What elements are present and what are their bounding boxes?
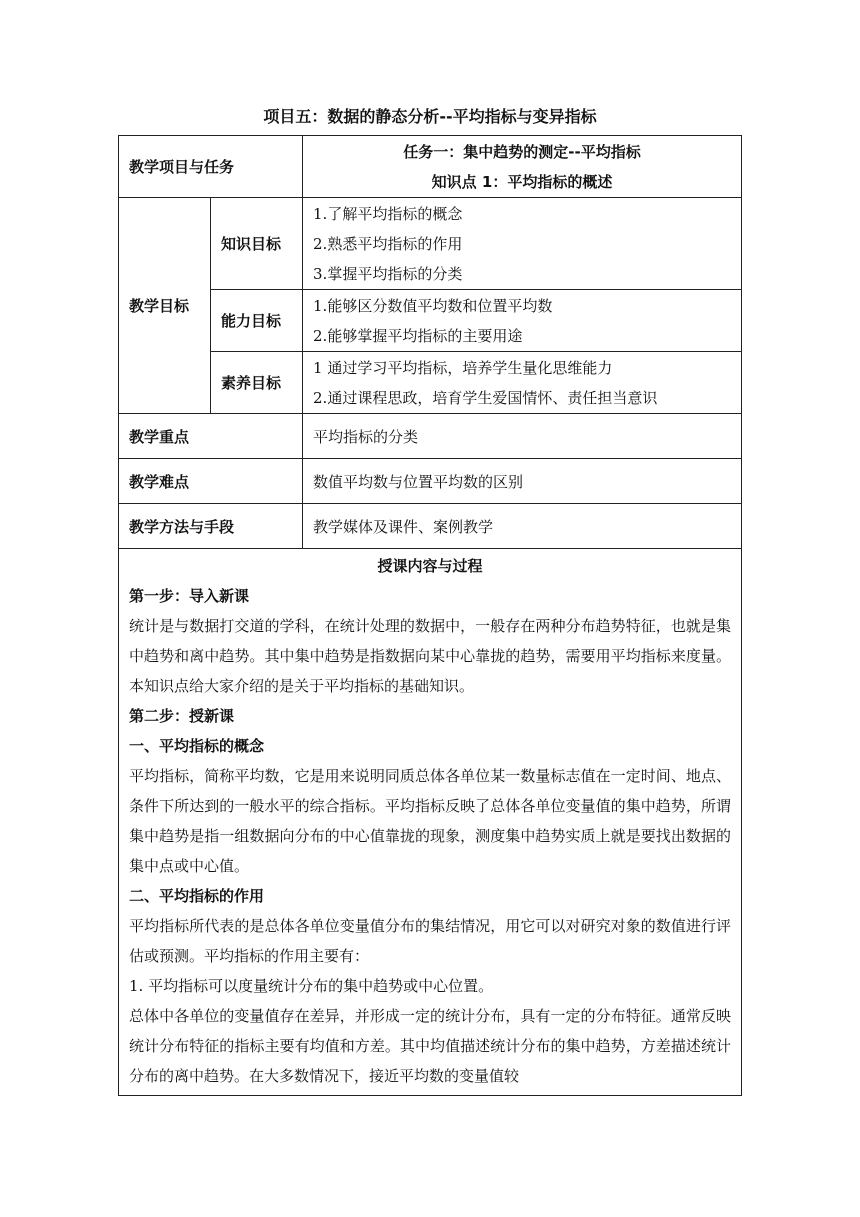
quality-label: 素养目标: [211, 352, 303, 414]
quality-item: 1 通过学习平均指标，培养学生量化思维能力: [313, 358, 613, 377]
step1-text: 统计是与数据打交道的学科，在统计处理的数据中，一般存在两种分布趋势特征，也就是集中趋势和离中趋势。其中集中趋势是指数据向某中心靠拢的趋势，需要用平均指标来度量。本知识点给大家介绍的是关于平均指标的基础知识。: [129, 617, 732, 695]
difficulty-row: [119, 459, 742, 504]
task-line1: 任务一：集中趋势的测定--平均指标: [403, 142, 641, 161]
task-row: [119, 136, 742, 198]
focus-value: 平均指标的分类: [303, 414, 742, 459]
section2-title: 二、平均指标的作用: [129, 887, 265, 905]
task-label: 教学项目与任务: [119, 136, 303, 198]
step2-title: 第二步：授新课: [129, 707, 235, 725]
content-row: [119, 549, 742, 1096]
section1-text: 平均指标，简称平均数，它是用来说明同质总体各单位某一数量标志值在一定时间、地点、条件下所达到的一般水平的综合指标。平均指标反映了总体各单位变量值的集中趋势，所谓集中趋势是指一组数据向分布的中心值靠拢的现象，测度集中趋势实质上就是要找出数据的集中点或中心值。: [129, 767, 732, 875]
ability-item: 1.能够区分数值平均数和位置平均数: [313, 296, 553, 315]
document-title: 项目五：数据的静态分析--平均指标与变异指标: [263, 107, 597, 126]
section1-title: 一、平均指标的概念: [129, 737, 265, 755]
ability-row: [119, 290, 742, 352]
quality-row: [119, 352, 742, 414]
method-row: [119, 504, 742, 549]
content-cell: [119, 549, 742, 1096]
knowledge-item: 2.熟悉平均指标的作用: [313, 234, 463, 253]
difficulty-value: 数值平均数与位置平均数的区别: [303, 459, 742, 504]
point1-text: 总体中各单位的变量值存在差异，并形成一定的统计分布，具有一定的分布特征。通常反映统计分布特征的指标主要有均值和方差。其中均值描述统计分布的集中趋势，方差描述统计分布的离中趋势。在大多数情况下，接近平均数的变量值较: [129, 1007, 732, 1085]
focus-label: 教学重点: [119, 414, 303, 459]
knowledge-label: 知识目标: [211, 198, 303, 290]
section2-text: 平均指标所代表的是总体各单位变量值分布的集结情况，用它可以对研究对象的数值进行评估或预测。平均指标的作用主要有：: [129, 917, 732, 965]
knowledge-item: 1.了解平均指标的概念: [313, 204, 463, 223]
knowledge-items: [303, 198, 742, 290]
difficulty-label: 教学难点: [119, 459, 303, 504]
method-label: 教学方法与手段: [119, 504, 303, 549]
quality-item: 2.通过课程思政，培育学生爱国情怀、责任担当意识: [313, 388, 658, 407]
task-line2: 知识点 1：平均指标的概述: [431, 172, 613, 191]
step1-title: 第一步：导入新课: [129, 587, 250, 605]
ability-item: 2.能够掌握平均指标的主要用途: [313, 326, 523, 345]
knowledge-item: 3.掌握平均指标的分类: [313, 264, 463, 283]
knowledge-row: [119, 198, 742, 290]
lesson-plan-table: [118, 135, 742, 1096]
content-header: 授课内容与过程: [377, 557, 483, 575]
focus-row: [119, 414, 742, 459]
point1: 1. 平均指标可以度量统计分布的集中趋势或中心位置。: [129, 977, 494, 995]
quality-items: [303, 352, 742, 414]
task-cell: [303, 136, 742, 198]
ability-label: 能力目标: [211, 290, 303, 352]
goal-label: 教学目标: [119, 198, 211, 414]
method-value: 教学媒体及课件、案例教学: [303, 504, 742, 549]
ability-items: [303, 290, 742, 352]
